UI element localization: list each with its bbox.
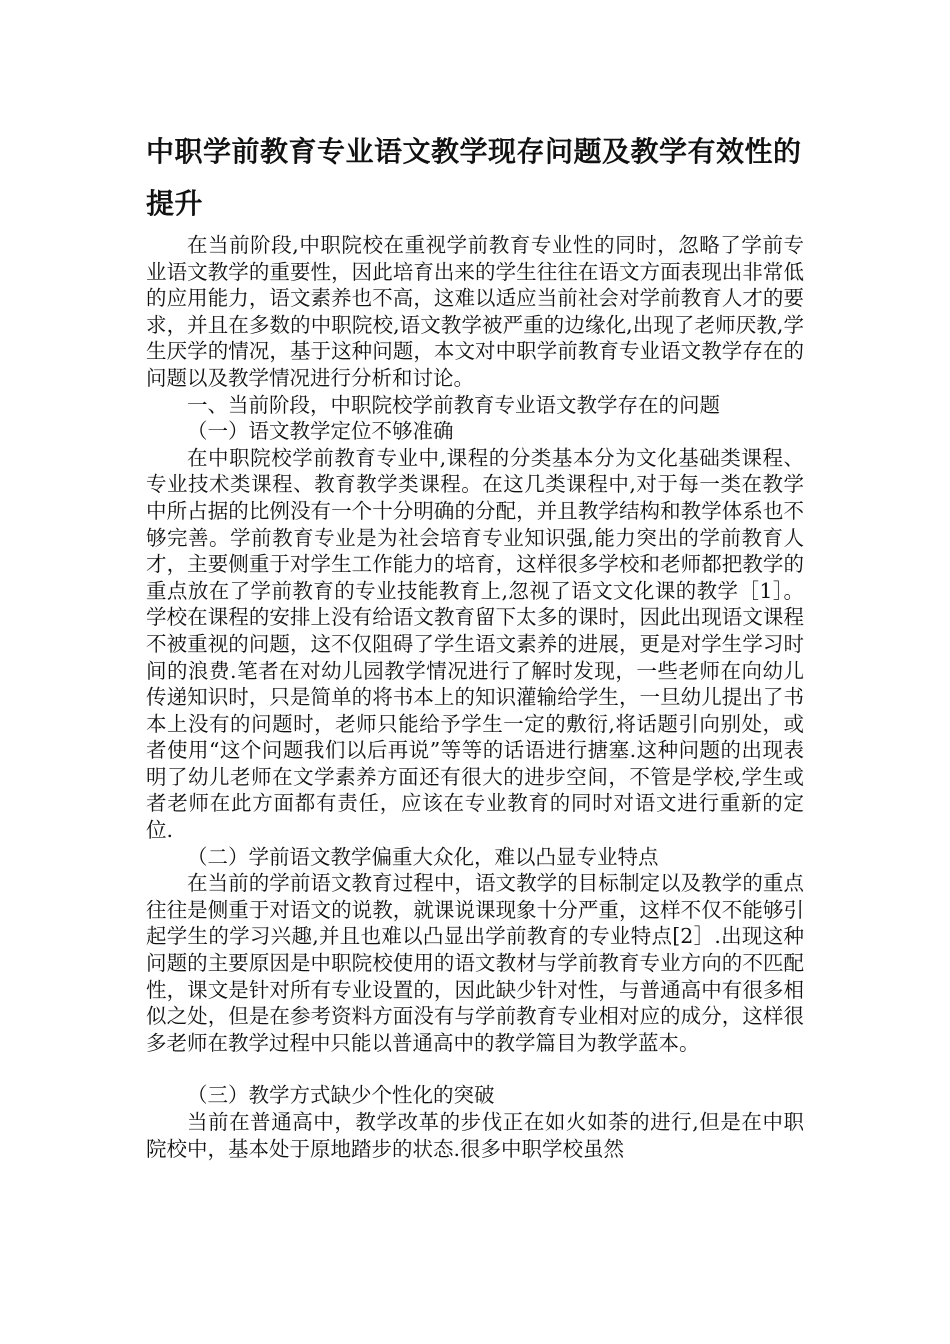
body-paragraph-intro: 在当前阶段,中职院校在重视学前教育专业性的同时，忽略了学前专业语文教学的重要性，因此培育出来的学生往往在语文方面表现出非常低的应用能力，语文素养也不高，这难以适应当前社会对学前教育人才的要求，并且在多数的中职院校,语文教学被严重的边缘化,出现了老师厌教,学生厌学的情况，基于这种问题，本文对中职学前教育专业语文教学存在的问题以及教学情况进行分析和讨论。 [146,233,804,390]
document-page [146,126,804,1162]
subsection-heading-2: （二）学前语文教学偏重大众化，难以凸显专业特点 [187,844,659,869]
body-paragraph-positioning: 在中职院校学前教育专业中,课程的分类基本分为文化基础类课程、专业技术类课程、教育教学类课程。在这几类课程中,对于每一类在教学中所占据的比例没有一个十分明确的分配，并且教学结构和教学体系也不够完善。学前教育专业是为社会培育专业知识强,能力突出的学前教育人才，主要侧重于对学生工作能力的培育，这样很多学校和老师都把教学的重点放在了学前教育的专业技能教育上,忽视了语文文化课的教学［1］。学校在课程的安排上没有给语文教育留下太多的课时，因此出现语文课程不被重视的问题，这不仅阻碍了学生语文素养的进展，更是对学生学习时间的浪费.笔者在对幼儿园教学情况进行了解时发现，一些老师在向幼儿传递知识时，只是简单的将书本上的知识灌输给学生，一旦幼儿提出了书本上没有的问题时，老师只能给予学生一定的敷衍,将话题引向别处，或者使用“这个问题我们以后再说”等等的话语进行搪塞.这种问题的出现表明了幼儿老师在文学素养方面还有很大的进步空间，不管是学校,学生或者老师在此方面都有责任，应该在专业教育的同时对语文进行重新的定位. [146,445,804,843]
section-heading-1: 一、当前阶段，中职院校学前教育专业语文教学存在的问题 [187,392,720,417]
subsection-heading-3: （三）教学方式缺少个性化的突破 [187,1083,495,1108]
body-paragraph-teaching-methods: 当前在普通高中，教学改革的步伐正在如火如荼的进行,但是在中职院校中，基本处于原地踏步的状态.很多中职学校虽然 [146,1110,804,1161]
body-paragraph-popularization: 在当前的学前语文教育过程中，语文教学的目标制定以及教学的重点往往是侧重于对语文的说教，就课说课现象十分严重，这样不仅不能够引起学生的学习兴趣,并且也难以凸显出学前教育的专业特点[2］.出现这种问题的主要原因是中职院校使用的语文教材与学前教育专业方向的不匹配性，课文是针对所有专业设置的，因此缺少针对性，与普通高中有很多相似之处，但是在参考资料方面没有与学前教育专业相对应的成分，这样很多老师在教学过程中只能以普通高中的教学篇目为教学蓝本。 [146,871,804,1055]
subsection-heading-1: （一）语文教学定位不够准确 [187,419,454,444]
document-title: 中职学前教育专业语文教学现存问题及教学有效性的提升 [146,135,802,220]
